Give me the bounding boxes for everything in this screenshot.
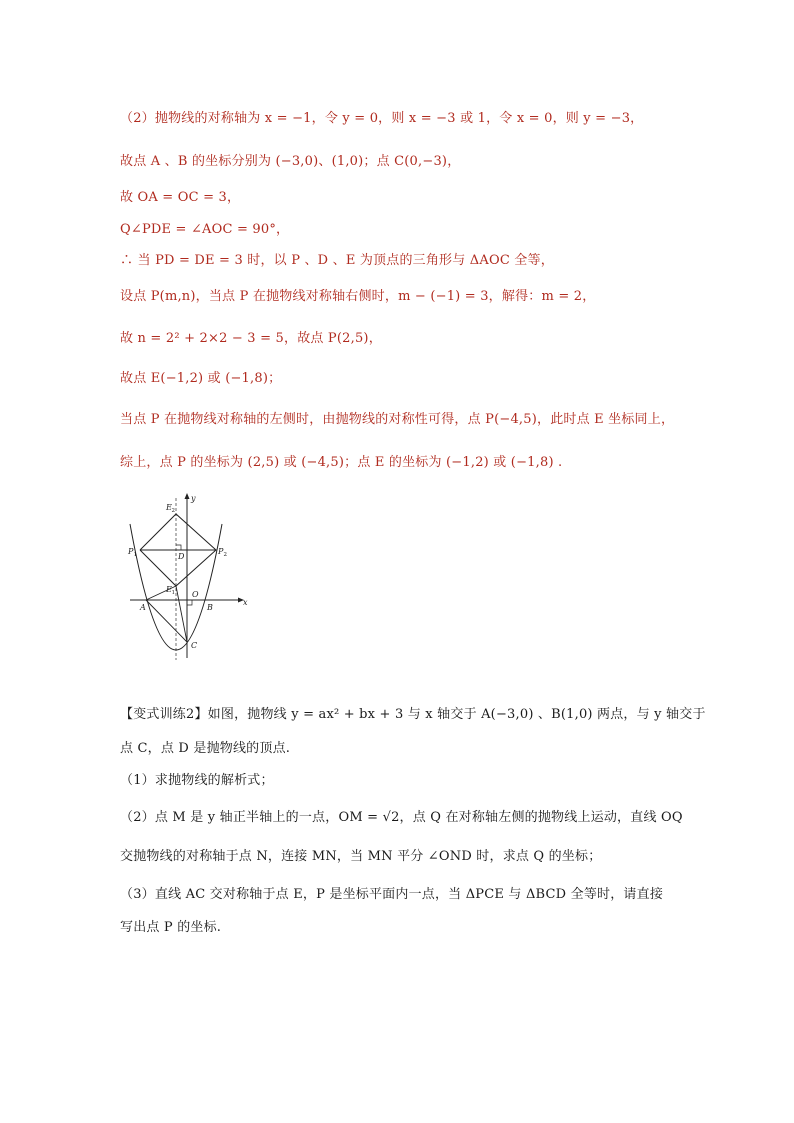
figure-label-C: C [191,641,198,650]
solution-line-8: 故点 E(−1,2) 或 (−1,8)； [120,371,282,386]
figure-label-D: D [178,552,185,561]
figure-label-P1: P [128,547,134,556]
solution-line-7: 故 n = 2² + 2×2 − 3 = 5，故点 P(2,5)， [120,331,382,346]
solution-line-2: 故点 A 、B 的坐标分别为 (−3,0)、(1,0)；点 C(0,−3)， [120,154,461,169]
figure-label-B: B [207,603,213,612]
exercise-question-3b: 写出点 P 的坐标. [120,920,222,935]
figure-label-P1-sub: 1 [133,552,137,558]
figure-label-E2-sub: 1 [171,590,175,596]
solution-line-3: 故 OA = OC = 3， [120,190,241,205]
parabola-figure [124,488,252,664]
exercise-question-3a: （3）直线 AC 交对称轴于点 E，P 是坐标平面内一点，当 ΔPCE 与 ΔBCD 全等时，请直接 [120,887,664,902]
figure-label-A: A [140,603,146,612]
figure-label-E1: E [166,503,172,512]
exercise-question-1: （1）求抛物线的解析式； [120,773,274,788]
figure-label-E1-sub: 2 [171,508,175,514]
exercise-line-1: 【变式训练2】如图，抛物线 y = ax² + bx + 3 与 x 轴交于 A(−3,0) 、B(1,0) 两点，与 y 轴交于 [120,707,706,722]
solution-line-4: Q∠PDE = ∠AOC = 90°， [120,222,290,237]
solution-line-10: 综上，点 P 的坐标为 (2,5) 或 (−4,5)；点 E 的坐标为 (−1,2) 或 (−1,8) . [120,455,563,470]
solution-line-1: （2）抛物线的对称轴为 x = −1，令 y = 0，则 x = −3 或 1，令 x = 0，则 y = −3， [120,111,644,126]
solution-line-9: 当点 P 在抛物线对称轴的左侧时，由抛物线的对称性可得，点 P(−4,5)，此时点 E 坐标同上， [120,412,675,427]
exercise-question-2b: 交抛物线的对称轴于点 N，连接 MN，当 MN 平分 ∠OND 时，求点 Q 的坐标； [120,849,602,864]
figure-label-P2: P [218,547,224,556]
figure-label-P2-sub: 2 [223,552,227,558]
solution-line-6: 设点 P(m,n)，当点 P 在抛物线对称轴右侧时，m − (−1) = 3，解得：m = 2， [120,289,596,304]
exercise-line-2: 点 C，点 D 是抛物线的顶点. [120,741,291,756]
solution-line-5: ∴ 当 PD = DE = 3 时，以 P 、D 、E 为顶点的三角形与 ΔAOC 全等， [120,253,554,268]
figure-label-x: x [243,598,248,607]
figure-label-O: O [192,590,199,599]
figure-label-y: y [191,494,196,503]
exercise-question-2a: （2）点 M 是 y 轴正半轴上的一点，OM = √2，点 Q 在对称轴左侧的抛物线上运动，直线 OQ [120,810,683,825]
figure-label-E2: E [166,585,172,594]
